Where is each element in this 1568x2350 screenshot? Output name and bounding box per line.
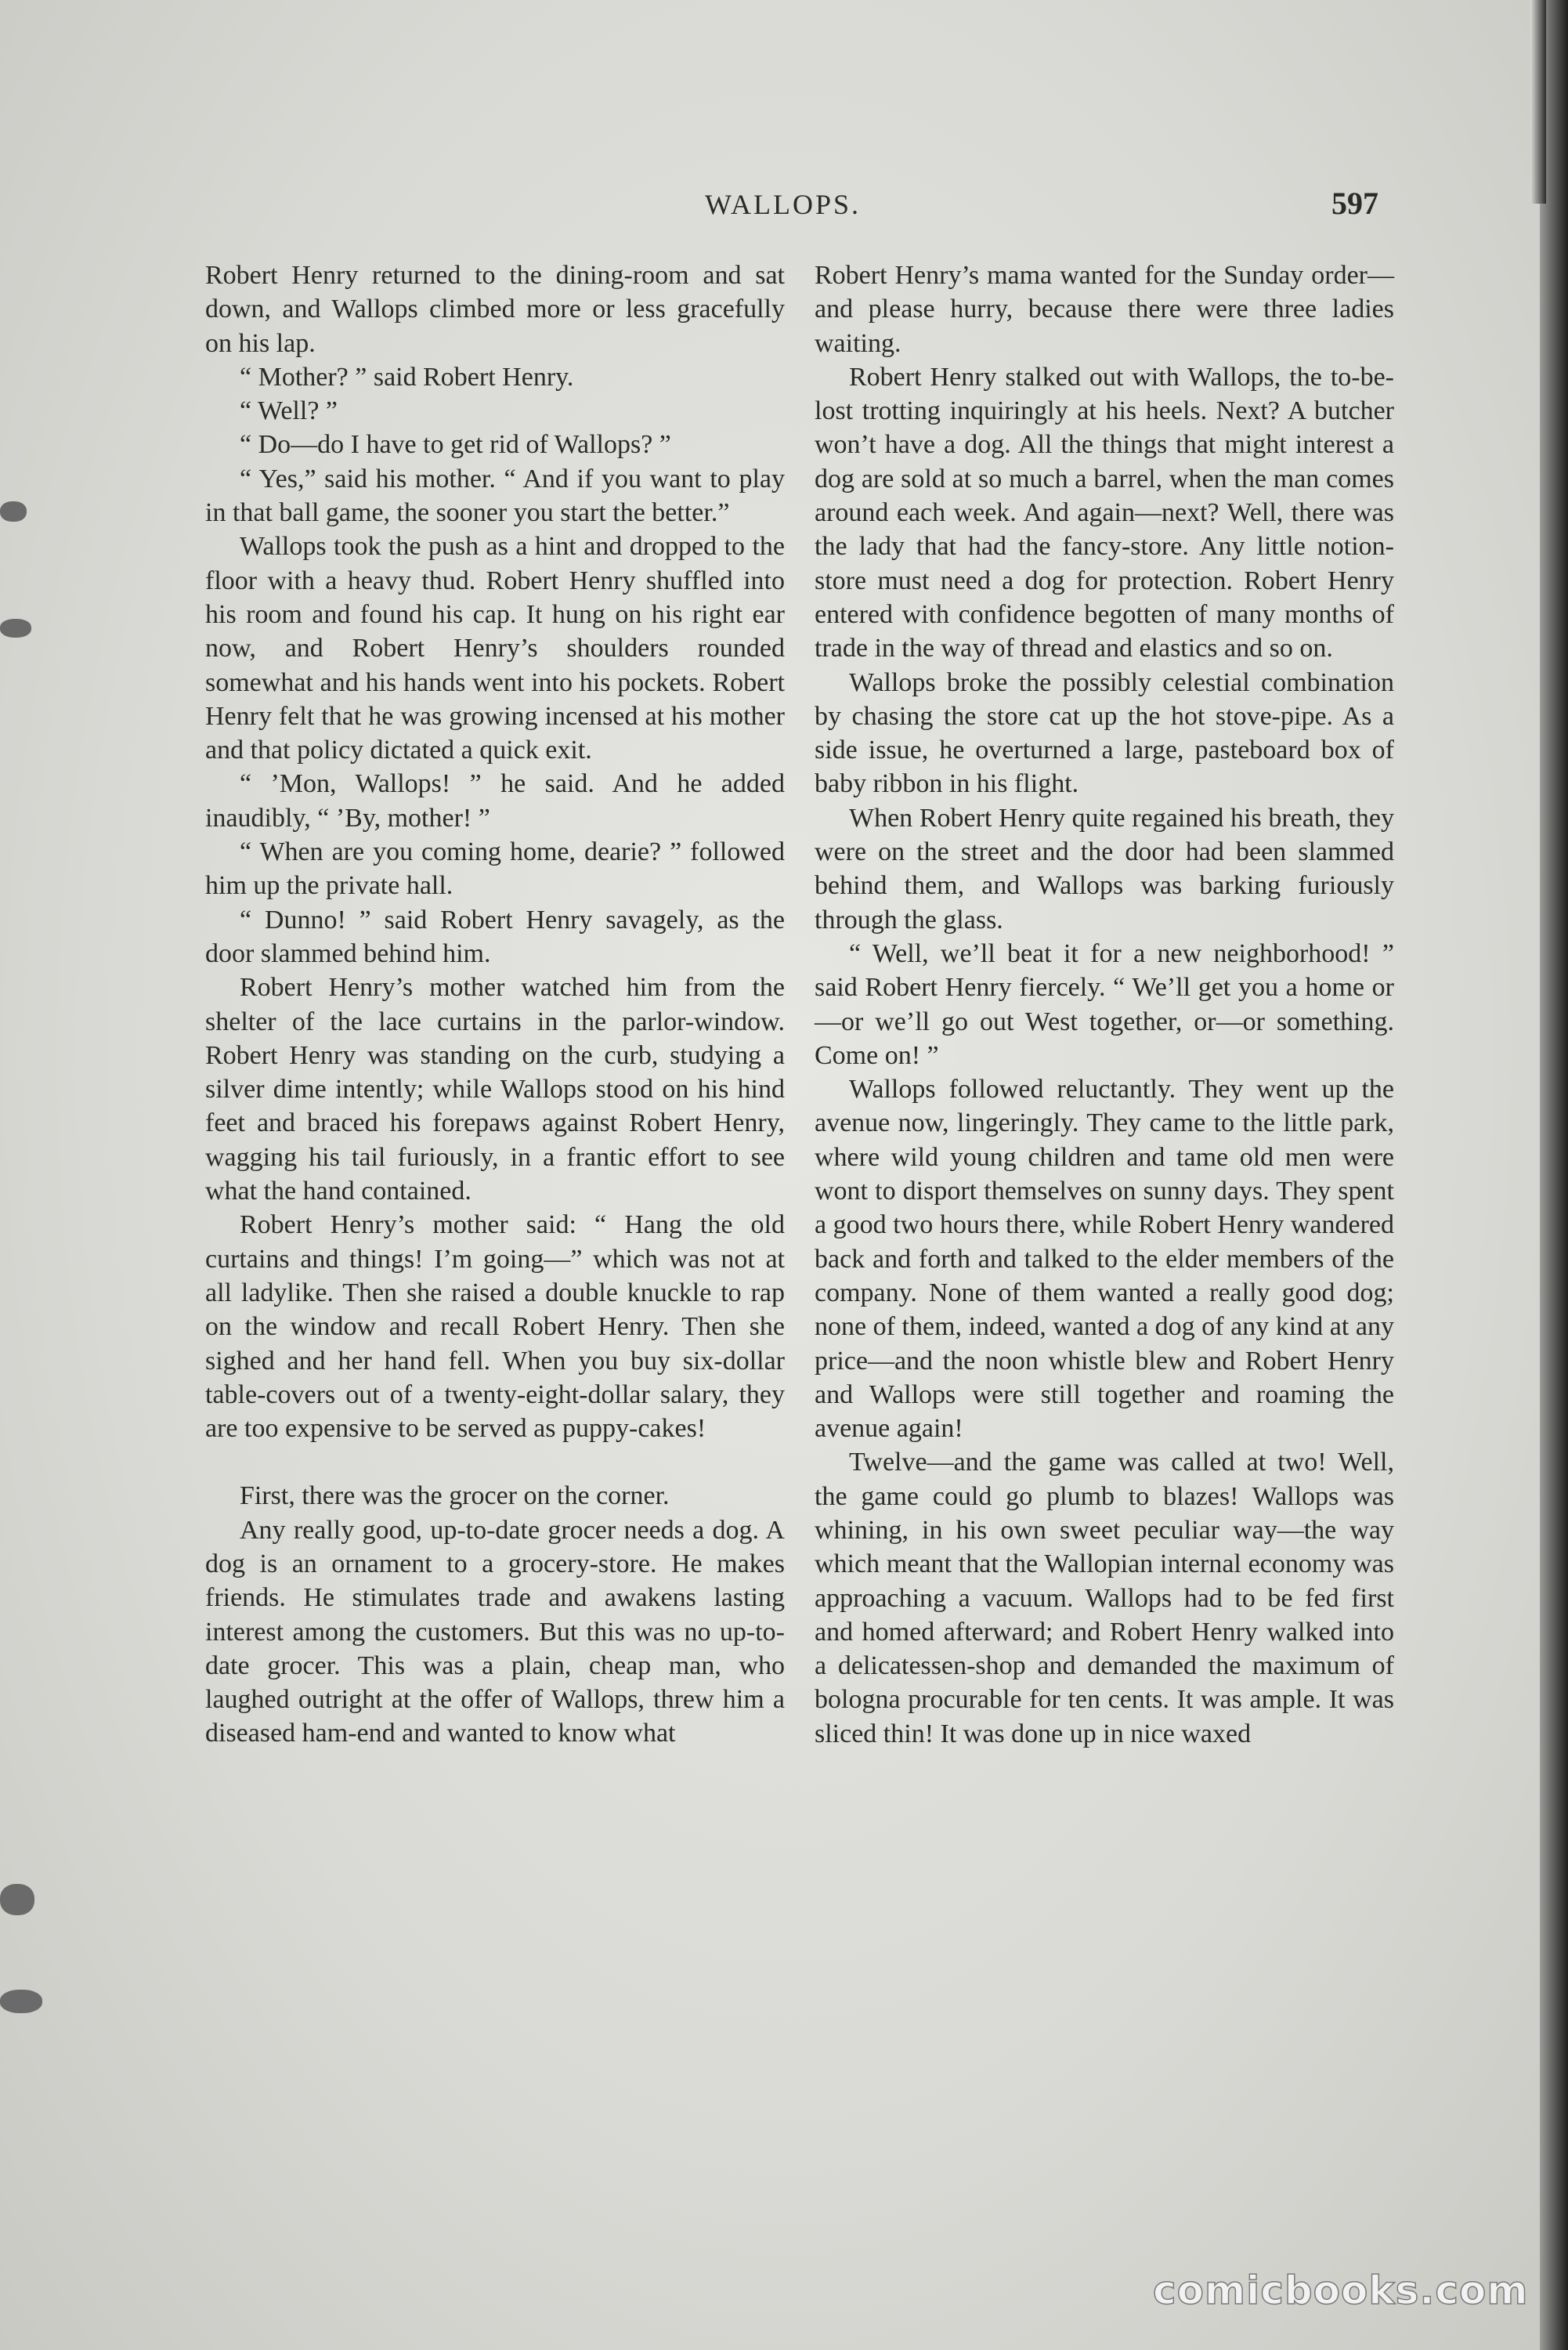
text-column-right (815, 258, 1394, 1751)
paragraph: Wallops broke the possibly celestial combination by chasing the store cat up the hot stove-pipe. As a side issue, he overturned a large, pasteboard box of baby ribbon in his flight. (815, 667, 1394, 799)
paragraph: Robert Henry’s mother watched him from the shelter of the lace curtains in the parlor-window. Robert Henry was standing on the curb, studying a silver dime intently; while Wallops stood on his hind feet and braced his forepaws against Robert Henry, wagging his tail furiously, in a frantic effort to see what the hand contained. (205, 973, 785, 1206)
running-header (0, 188, 1568, 235)
paragraph: Robert Henry returned to the dining-room and sat down, and Wallops climbed more or less gracefully on his lap. (205, 261, 785, 358)
binding-hole (0, 619, 31, 638)
paragraph: Wallops followed reluctantly. They went up the avenue now, lingeringly. They came to the little park, where wild young children and tame old men were wont to disport themselves on sunny days. They spent a good two hours there, while Robert Henry wandered back and forth and talked to the elder members of the company. None of them wanted a really good dog; none of them, indeed, wanted a dog of any kind at any price—and the noon whistle blew and Robert Henry and Wallops were still together and roaming the avenue again! (815, 1075, 1394, 1444)
paragraph: “ ’Mon, Wallops! ” he said. And he added inaudibly, “ ’By, mother! ” (205, 769, 785, 833)
page-title: WALLOPS. (705, 189, 862, 220)
paragraph: “ Well, we’ll beat it for a new neighborhood! ” said Robert Henry fiercely. “ We’ll get you a home or—or we’ll go out West together, or—or something. Come on! ” (815, 938, 1394, 1070)
paragraph: Twelve—and the game was called at two! Well, the game could go plumb to blazes! Wallops was whining, in his own sweet peculiar way—the way which meant that the Wallopian internal economy was approaching a vacuum. Wallops had to be fed first and homed afterward; and Robert Henry walked into a delicatessen-shop and demanded the maximum of bologna procurable for ten cents. It was ample. It was sliced thin! It was done up in nice waxed (815, 1448, 1394, 1748)
paragraph: Wallops took the push as a hint and dropped to the floor with a heavy thud. Robert Henry shuffled into his room and found his cap. It hung on his right ear now, and Robert Henry’s shoulders rounded somewhat and his hands went into his pockets. Robert Henry felt that he was growing incensed at his mother and that policy dictated a quick exit. (205, 532, 785, 765)
paragraph: Robert Henry’s mother said: “ Hang the old curtains and things! I’m going—” which was not at all ladylike. Then she raised a double knuckle to rap on the window and recall Robert Henry. Then she sighed and her hand fell. When you buy six-dollar table-covers out of a twenty-eight-dollar salary, they are too expensive to be served as puppy-cakes! (205, 1210, 785, 1444)
binding-hole (0, 501, 27, 522)
watermark: comicbooks.com (1153, 2268, 1529, 2313)
binding-hole (0, 1884, 34, 1915)
paragraph: “ Do—do I have to get rid of Wallops? ” (240, 430, 671, 460)
page-edge-shadow (1540, 0, 1568, 2350)
text-column-left (205, 258, 785, 1751)
page-number: 597 (1331, 186, 1378, 221)
page-edge-tear (1530, 0, 1546, 204)
paragraph: Any really good, up-to-date grocer needs a dog. A dog is an ornament to a grocery-store. He makes friends. He stimulates trade and awakens lasting interest among the customers. But this was no up-to-date grocer. This was a plain, cheap man, who laughed outright at the offer of Wallops, threw him a diseased ham-end and wanted to know what (205, 1515, 785, 1748)
paragraph: Robert Henry stalked out with Wallops, the to-be-lost trotting inquiringly at his heels. Next? A butcher won’t have a dog. All the things that might interest a dog are sold at so much a barrel, when the man comes around each week. And again—next? Well, there was the lady that had the fancy-store. Any little notion-store must need a dog for protection. Robert Henry entered with confidence begotten of many months of trade in the way of thread and elastics and so on. (815, 362, 1394, 663)
binding-hole (0, 1990, 42, 2013)
paragraph: First, there was the grocer on the corner. (240, 1481, 670, 1511)
paragraph: “ Well? ” (240, 396, 338, 426)
paragraph: When Robert Henry quite regained his breath, they were on the street and the door had been slammed behind them, and Wallops was barking furiously through the glass. (815, 803, 1394, 935)
paragraph: “ Dunno! ” said Robert Henry savagely, as the door slammed behind him. (205, 905, 785, 968)
paragraph: “ When are you coming home, dearie? ” followed him up the private hall. (205, 837, 785, 901)
paragraph: “ Mother? ” said Robert Henry. (240, 362, 574, 392)
paragraph: “ Yes,” said his mother. “ And if you want to play in that ball game, the sooner you start the better.” (205, 464, 785, 528)
paragraph: Robert Henry’s mama wanted for the Sunday order—and please hurry, because there were three ladies waiting. (815, 261, 1394, 358)
